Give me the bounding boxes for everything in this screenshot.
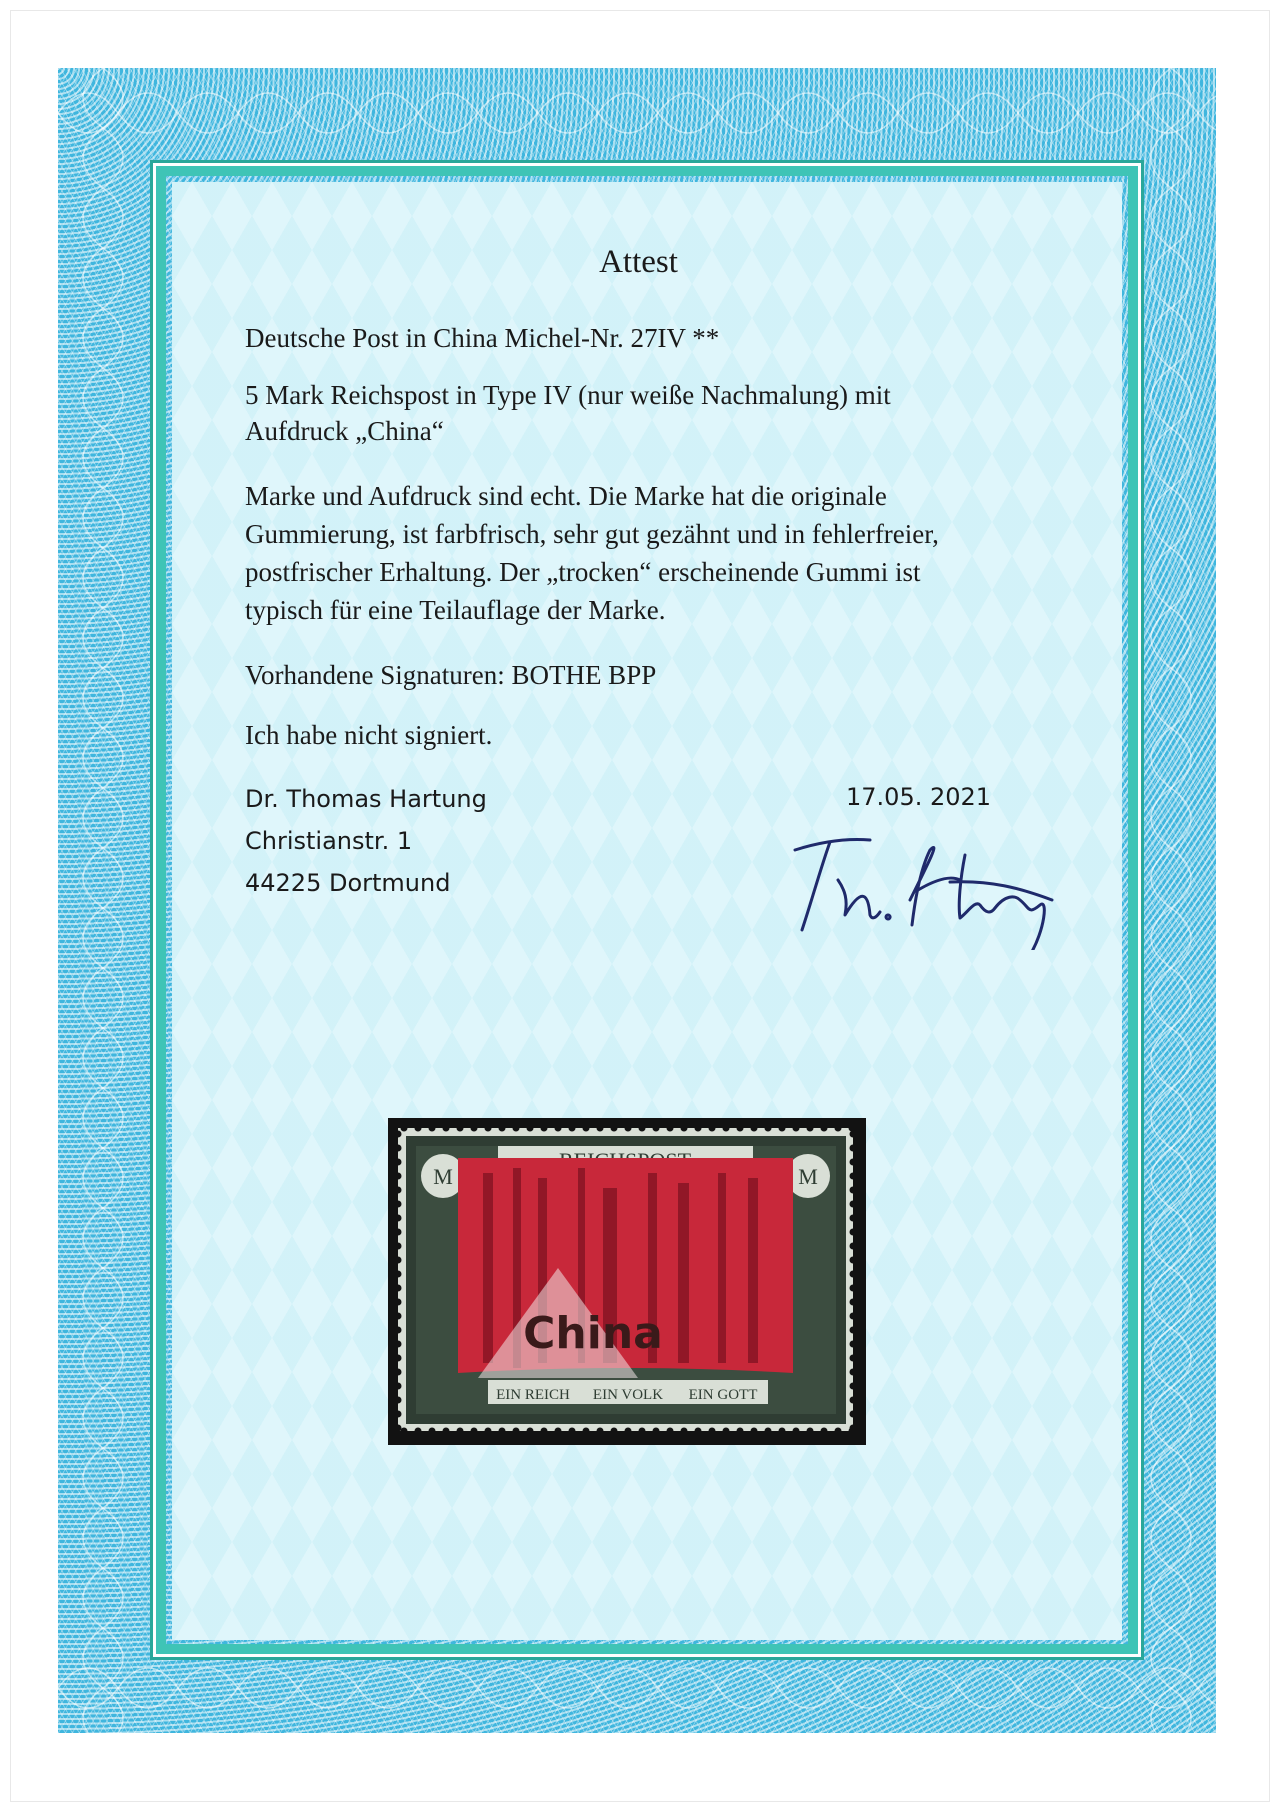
perforation-hole: [723, 1125, 730, 1132]
perforation-hole: [850, 1355, 857, 1362]
perforation-hole: [695, 1125, 702, 1132]
body-line-2: Gummierung, ist farbfrisch, sehr gut gezähnt und in fehlerfreier,: [245, 519, 939, 549]
perforation-hole: [395, 1425, 402, 1432]
perforation-hole: [850, 1145, 857, 1152]
perforation-hole: [653, 1428, 660, 1435]
perforation-hole: [779, 1125, 786, 1132]
signature-drawing: [790, 820, 1080, 950]
perforation-hole: [709, 1125, 716, 1132]
perforation-hole: [850, 1285, 857, 1292]
perforation-hole: [471, 1125, 478, 1132]
perforation-hole: [569, 1428, 576, 1435]
perforation-hole: [527, 1125, 534, 1132]
perforation-hole: [471, 1428, 478, 1435]
perforation-hole: [723, 1428, 730, 1435]
perforation-hole: [541, 1125, 548, 1132]
perforation-hole: [457, 1125, 464, 1132]
stamp-bottom-inscription-2: EIN VOLK: [592, 1387, 664, 1403]
perforation-hole: [849, 1125, 856, 1132]
perforation-hole: [850, 1299, 857, 1306]
perforation-hole: [850, 1229, 857, 1236]
perforation-hole: [807, 1428, 814, 1435]
perforation-hole: [850, 1313, 857, 1320]
perforation-hole: [513, 1428, 520, 1435]
perforation-hole: [737, 1428, 744, 1435]
perforation-hole: [569, 1125, 576, 1132]
stamp-image: [388, 1118, 866, 1445]
perforation-hole: [395, 1383, 402, 1390]
body-line-3: postfrischer Erhaltung. Der „trocken“ erscheinende Gummi ist: [245, 557, 921, 587]
perforation-hole: [597, 1428, 604, 1435]
perforation-hole: [850, 1131, 857, 1138]
perforation-hole: [443, 1428, 450, 1435]
perforation-hole: [401, 1428, 408, 1435]
perforation-hole: [850, 1425, 857, 1432]
expert-city: 44225 Dortmund: [245, 869, 451, 897]
perforation-hole: [625, 1125, 632, 1132]
perforation-hole: [597, 1125, 604, 1132]
perforation-hole: [807, 1125, 814, 1132]
not-signed-line: Ich habe nicht signiert.: [245, 720, 493, 750]
perforation-hole: [499, 1428, 506, 1435]
stamp-bottom-inscription-3: EIN GOTT: [688, 1387, 758, 1403]
perforation-hole: [395, 1145, 402, 1152]
handwritten-signature: [790, 820, 1080, 950]
perforation-hole: [765, 1125, 772, 1132]
certificate-title: Attest: [599, 244, 678, 280]
perforation-hole: [850, 1215, 857, 1222]
perforation-hole: [625, 1428, 632, 1435]
perforation-hole: [395, 1187, 402, 1194]
perforation-hole: [555, 1125, 562, 1132]
perforation-hole: [850, 1201, 857, 1208]
stamp-bottom-inscription-1: EIN REICH: [496, 1387, 570, 1403]
perforation-hole: [653, 1125, 660, 1132]
perforation-hole: [395, 1285, 402, 1292]
stamp-overprint: China: [523, 1308, 663, 1359]
stamp-denomination-right: M: [798, 1164, 818, 1189]
perforation-hole: [793, 1428, 800, 1435]
perforation-hole: [395, 1271, 402, 1278]
perforation-hole: [499, 1125, 506, 1132]
perforation-hole: [527, 1428, 534, 1435]
perforation-hole: [395, 1257, 402, 1264]
perforation-hole: [395, 1131, 402, 1138]
perforation-hole: [835, 1428, 842, 1435]
perforation-hole: [583, 1428, 590, 1435]
body-line-1: Marke und Aufdruck sind echt. Die Marke hat die originale: [245, 481, 887, 511]
perforation-hole: [850, 1187, 857, 1194]
perforation-hole: [457, 1428, 464, 1435]
description-line-2: Aufdruck „China“: [245, 416, 444, 446]
perforation-hole: [395, 1173, 402, 1180]
certificate-date: 17.05. 2021: [846, 783, 992, 811]
perforation-hole: [737, 1125, 744, 1132]
perforation-hole: [485, 1125, 492, 1132]
perforation-hole: [395, 1397, 402, 1404]
perforation-hole: [709, 1428, 716, 1435]
perforation-hole: [639, 1428, 646, 1435]
perforation-hole: [751, 1428, 758, 1435]
description-line-1: 5 Mark Reichspost in Type IV (nur weiße Nachmalung) mit: [245, 380, 891, 410]
perforation-hole: [850, 1271, 857, 1278]
perforation-hole: [611, 1125, 618, 1132]
perforation-hole: [821, 1125, 828, 1132]
perforation-hole: [395, 1327, 402, 1334]
stamp-denomination-left: M: [433, 1164, 453, 1189]
perforation-hole: [639, 1125, 646, 1132]
perforation-hole: [541, 1428, 548, 1435]
perforation-hole: [395, 1299, 402, 1306]
perforation-hole: [415, 1125, 422, 1132]
catalog-line: Deutsche Post in China Michel-Nr. 27IV **: [245, 323, 720, 353]
body-line-4: typisch für eine Teilauflage der Marke.: [245, 595, 666, 625]
perforation-hole: [485, 1428, 492, 1435]
perforation-hole: [667, 1428, 674, 1435]
signatures-line: Vorhandene Signaturen: BOTHE BPP: [245, 660, 657, 690]
perforation-hole: [835, 1125, 842, 1132]
perforation-hole: [850, 1383, 857, 1390]
perforation-hole: [395, 1243, 402, 1250]
stamp-drawing: [388, 1118, 866, 1445]
perforation-hole: [395, 1411, 402, 1418]
perforation-hole: [695, 1428, 702, 1435]
perforation-hole: [850, 1397, 857, 1404]
perforation-hole: [415, 1428, 422, 1435]
perforation-hole: [429, 1125, 436, 1132]
perforation-hole: [395, 1355, 402, 1362]
perforation-hole: [395, 1201, 402, 1208]
perforation-hole: [850, 1327, 857, 1334]
perforation-hole: [850, 1159, 857, 1166]
expert-street: Christianstr. 1: [245, 827, 413, 855]
perforation-hole: [765, 1428, 772, 1435]
perforation-hole: [681, 1428, 688, 1435]
perforation-hole: [395, 1229, 402, 1236]
perforation-hole: [611, 1428, 618, 1435]
perforation-hole: [667, 1125, 674, 1132]
perforation-hole: [850, 1341, 857, 1348]
perforation-hole: [850, 1257, 857, 1264]
perforation-hole: [850, 1243, 857, 1250]
perforation-hole: [821, 1428, 828, 1435]
perforation-hole: [395, 1313, 402, 1320]
perforation-hole: [443, 1125, 450, 1132]
perforation-hole: [751, 1125, 758, 1132]
expert-name: Dr. Thomas Hartung: [245, 785, 487, 813]
perforation-hole: [681, 1125, 688, 1132]
perforation-hole: [850, 1173, 857, 1180]
perforation-hole: [395, 1215, 402, 1222]
perforation-hole: [583, 1125, 590, 1132]
perforation-hole: [395, 1369, 402, 1376]
perforation-hole: [779, 1428, 786, 1435]
perforation-hole: [850, 1369, 857, 1376]
perforation-hole: [555, 1428, 562, 1435]
perforation-hole: [793, 1125, 800, 1132]
perforation-hole: [850, 1411, 857, 1418]
perforation-hole: [401, 1125, 408, 1132]
perforation-hole: [513, 1125, 520, 1132]
perforation-hole: [429, 1428, 436, 1435]
perforation-hole: [395, 1341, 402, 1348]
perforation-hole: [395, 1159, 402, 1166]
